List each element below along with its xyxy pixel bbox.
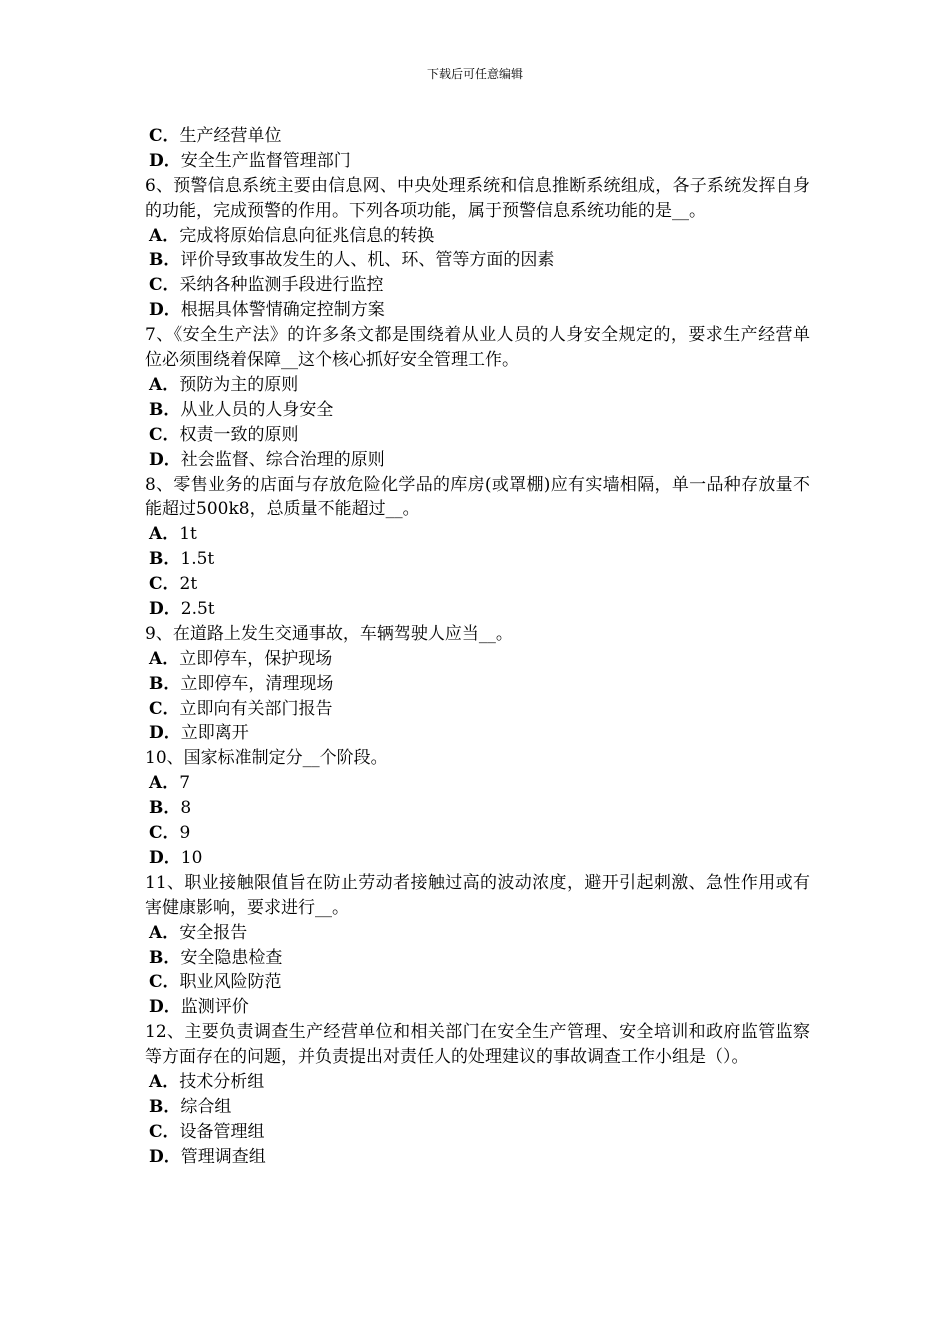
option-key: C． xyxy=(149,126,180,146)
option-key: B． xyxy=(149,1096,181,1117)
option-text: 监测评价 xyxy=(180,997,249,1018)
option-text: 2t xyxy=(179,574,198,595)
question-text: 12、主要负责调查生产经营单位和相关部门在安全生产管理、安全培训和政府监管监察等方面存在的问题，并负责提出对责任人的处理建议的事故调查工作小组是（）。 xyxy=(145,1022,810,1068)
option-text: 安全隐患检查 xyxy=(180,947,283,968)
answer-option xyxy=(145,1070,810,1095)
answer-option xyxy=(145,921,810,946)
answer-option xyxy=(145,149,810,174)
question-text: 10、国家标准制定分__个阶段。 xyxy=(145,748,388,769)
answer-option xyxy=(145,771,810,796)
option-text: 综合组 xyxy=(180,1096,232,1117)
answer-option xyxy=(145,846,810,871)
option-key: C． xyxy=(149,972,180,993)
option-key: C． xyxy=(149,424,180,445)
question-text: 11、职业接触限值旨在防止劳动者接触过高的波动浓度，避开引起刺激、急性作用或有害健康影响，要求进行__。 xyxy=(145,872,810,918)
answer-option xyxy=(145,647,810,672)
option-text: 立即向有关部门报告 xyxy=(179,698,333,719)
option-key: D． xyxy=(149,847,181,868)
option-key: A． xyxy=(149,648,180,669)
option-text: 9 xyxy=(179,823,191,844)
answer-option xyxy=(145,224,810,249)
option-key: A． xyxy=(149,1072,180,1093)
option-key: D． xyxy=(149,723,181,744)
option-text: 10 xyxy=(180,847,203,868)
option-text: 生产经营单位 xyxy=(179,126,282,146)
option-text: 权责一致的原则 xyxy=(179,424,299,445)
option-text: 安全生产监督管理部门 xyxy=(180,150,351,171)
option-text: 从业人员的人身安全 xyxy=(180,399,334,420)
option-key: A． xyxy=(149,374,180,395)
option-text: 8 xyxy=(180,798,192,819)
answer-option xyxy=(145,273,810,298)
option-key: B． xyxy=(149,399,181,420)
option-key: D． xyxy=(149,150,181,171)
option-text: 7 xyxy=(179,773,191,794)
answer-option xyxy=(145,995,810,1020)
answer-option xyxy=(145,547,810,572)
question-text: 8、零售业务的店面与存放危险化学品的库房(或罩棚)应有实墙相隔，单一品种存放量不能超过500k8，总质量不能超过__。 xyxy=(145,474,810,520)
answer-option xyxy=(145,522,810,547)
question-text: 7、《安全生产法》的许多条文都是围绕着从业人员的人身安全规定的，要求生产经营单位必须围绕着保障__这个核心抓好安全管理工作。 xyxy=(145,325,810,371)
answer-option xyxy=(145,597,810,622)
document-body xyxy=(145,124,810,1170)
answer-option xyxy=(145,373,810,398)
option-key: C． xyxy=(149,698,180,719)
answer-option xyxy=(145,398,810,423)
answer-option xyxy=(145,721,810,746)
option-text: 职业风险防范 xyxy=(179,972,282,993)
option-key: B． xyxy=(149,673,181,694)
option-text: 2.5t xyxy=(180,599,215,620)
answer-option xyxy=(145,248,810,273)
option-key: A． xyxy=(149,225,180,246)
option-text: 1t xyxy=(179,524,197,545)
option-key: A． xyxy=(149,524,180,545)
option-key: C． xyxy=(149,823,180,844)
option-text: 安全报告 xyxy=(179,922,248,943)
option-text: 评价导致事故发生的人、机、环、管等方面的因素 xyxy=(180,250,555,271)
question-text: 9、在道路上发生交通事故，车辆驾驶人应当__。 xyxy=(145,623,513,644)
option-text: 管理调查组 xyxy=(180,1146,266,1167)
answer-option xyxy=(145,1095,810,1120)
option-text: 采纳各种监测手段进行监控 xyxy=(179,275,384,296)
option-text: 立即停车，保护现场 xyxy=(179,648,333,669)
answer-option xyxy=(145,970,810,995)
option-key: A． xyxy=(149,922,180,943)
option-text: 社会监督、综合治理的原则 xyxy=(180,449,385,470)
answer-option xyxy=(145,572,810,597)
option-key: B． xyxy=(149,549,181,570)
answer-option xyxy=(145,298,810,323)
answer-option xyxy=(145,1120,810,1145)
option-text: 完成将原始信息向征兆信息的转换 xyxy=(179,225,435,246)
option-key: D． xyxy=(149,449,181,470)
answer-option xyxy=(145,821,810,846)
option-key: C． xyxy=(149,275,180,296)
option-key: C． xyxy=(149,1121,180,1142)
answer-option xyxy=(145,796,810,821)
option-key: D． xyxy=(149,300,181,321)
option-text: 设备管理组 xyxy=(179,1121,265,1142)
option-key: B． xyxy=(149,947,181,968)
option-text: 1.5t xyxy=(180,549,215,570)
option-key: D． xyxy=(149,1146,181,1167)
option-key: C． xyxy=(149,574,180,595)
answer-option xyxy=(145,672,810,697)
question-text: 6、预警信息系统主要由信息网、中央处理系统和信息推断系统组成，各子系统发挥自身的功能，完成预警的作用。下列各项功能，属于预警信息系统功能的是__。 xyxy=(145,175,810,221)
option-text: 立即离开 xyxy=(180,723,249,744)
answer-option xyxy=(145,124,810,149)
option-key: A． xyxy=(149,773,180,794)
answer-option xyxy=(145,1145,810,1170)
answer-option xyxy=(145,448,810,473)
option-key: D． xyxy=(149,997,181,1018)
option-text: 根据具体警情确定控制方案 xyxy=(180,300,385,321)
option-key: B． xyxy=(149,798,181,819)
option-key: D． xyxy=(149,599,181,620)
option-text: 立即停车，清理现场 xyxy=(180,673,334,694)
answer-option xyxy=(145,946,810,971)
option-text: 技术分析组 xyxy=(179,1072,265,1093)
page-header: 下载后可任意编辑 xyxy=(426,67,523,81)
option-key: B． xyxy=(149,250,181,271)
option-text: 预防为主的原则 xyxy=(179,374,299,395)
answer-option xyxy=(145,697,810,722)
answer-option xyxy=(145,423,810,448)
